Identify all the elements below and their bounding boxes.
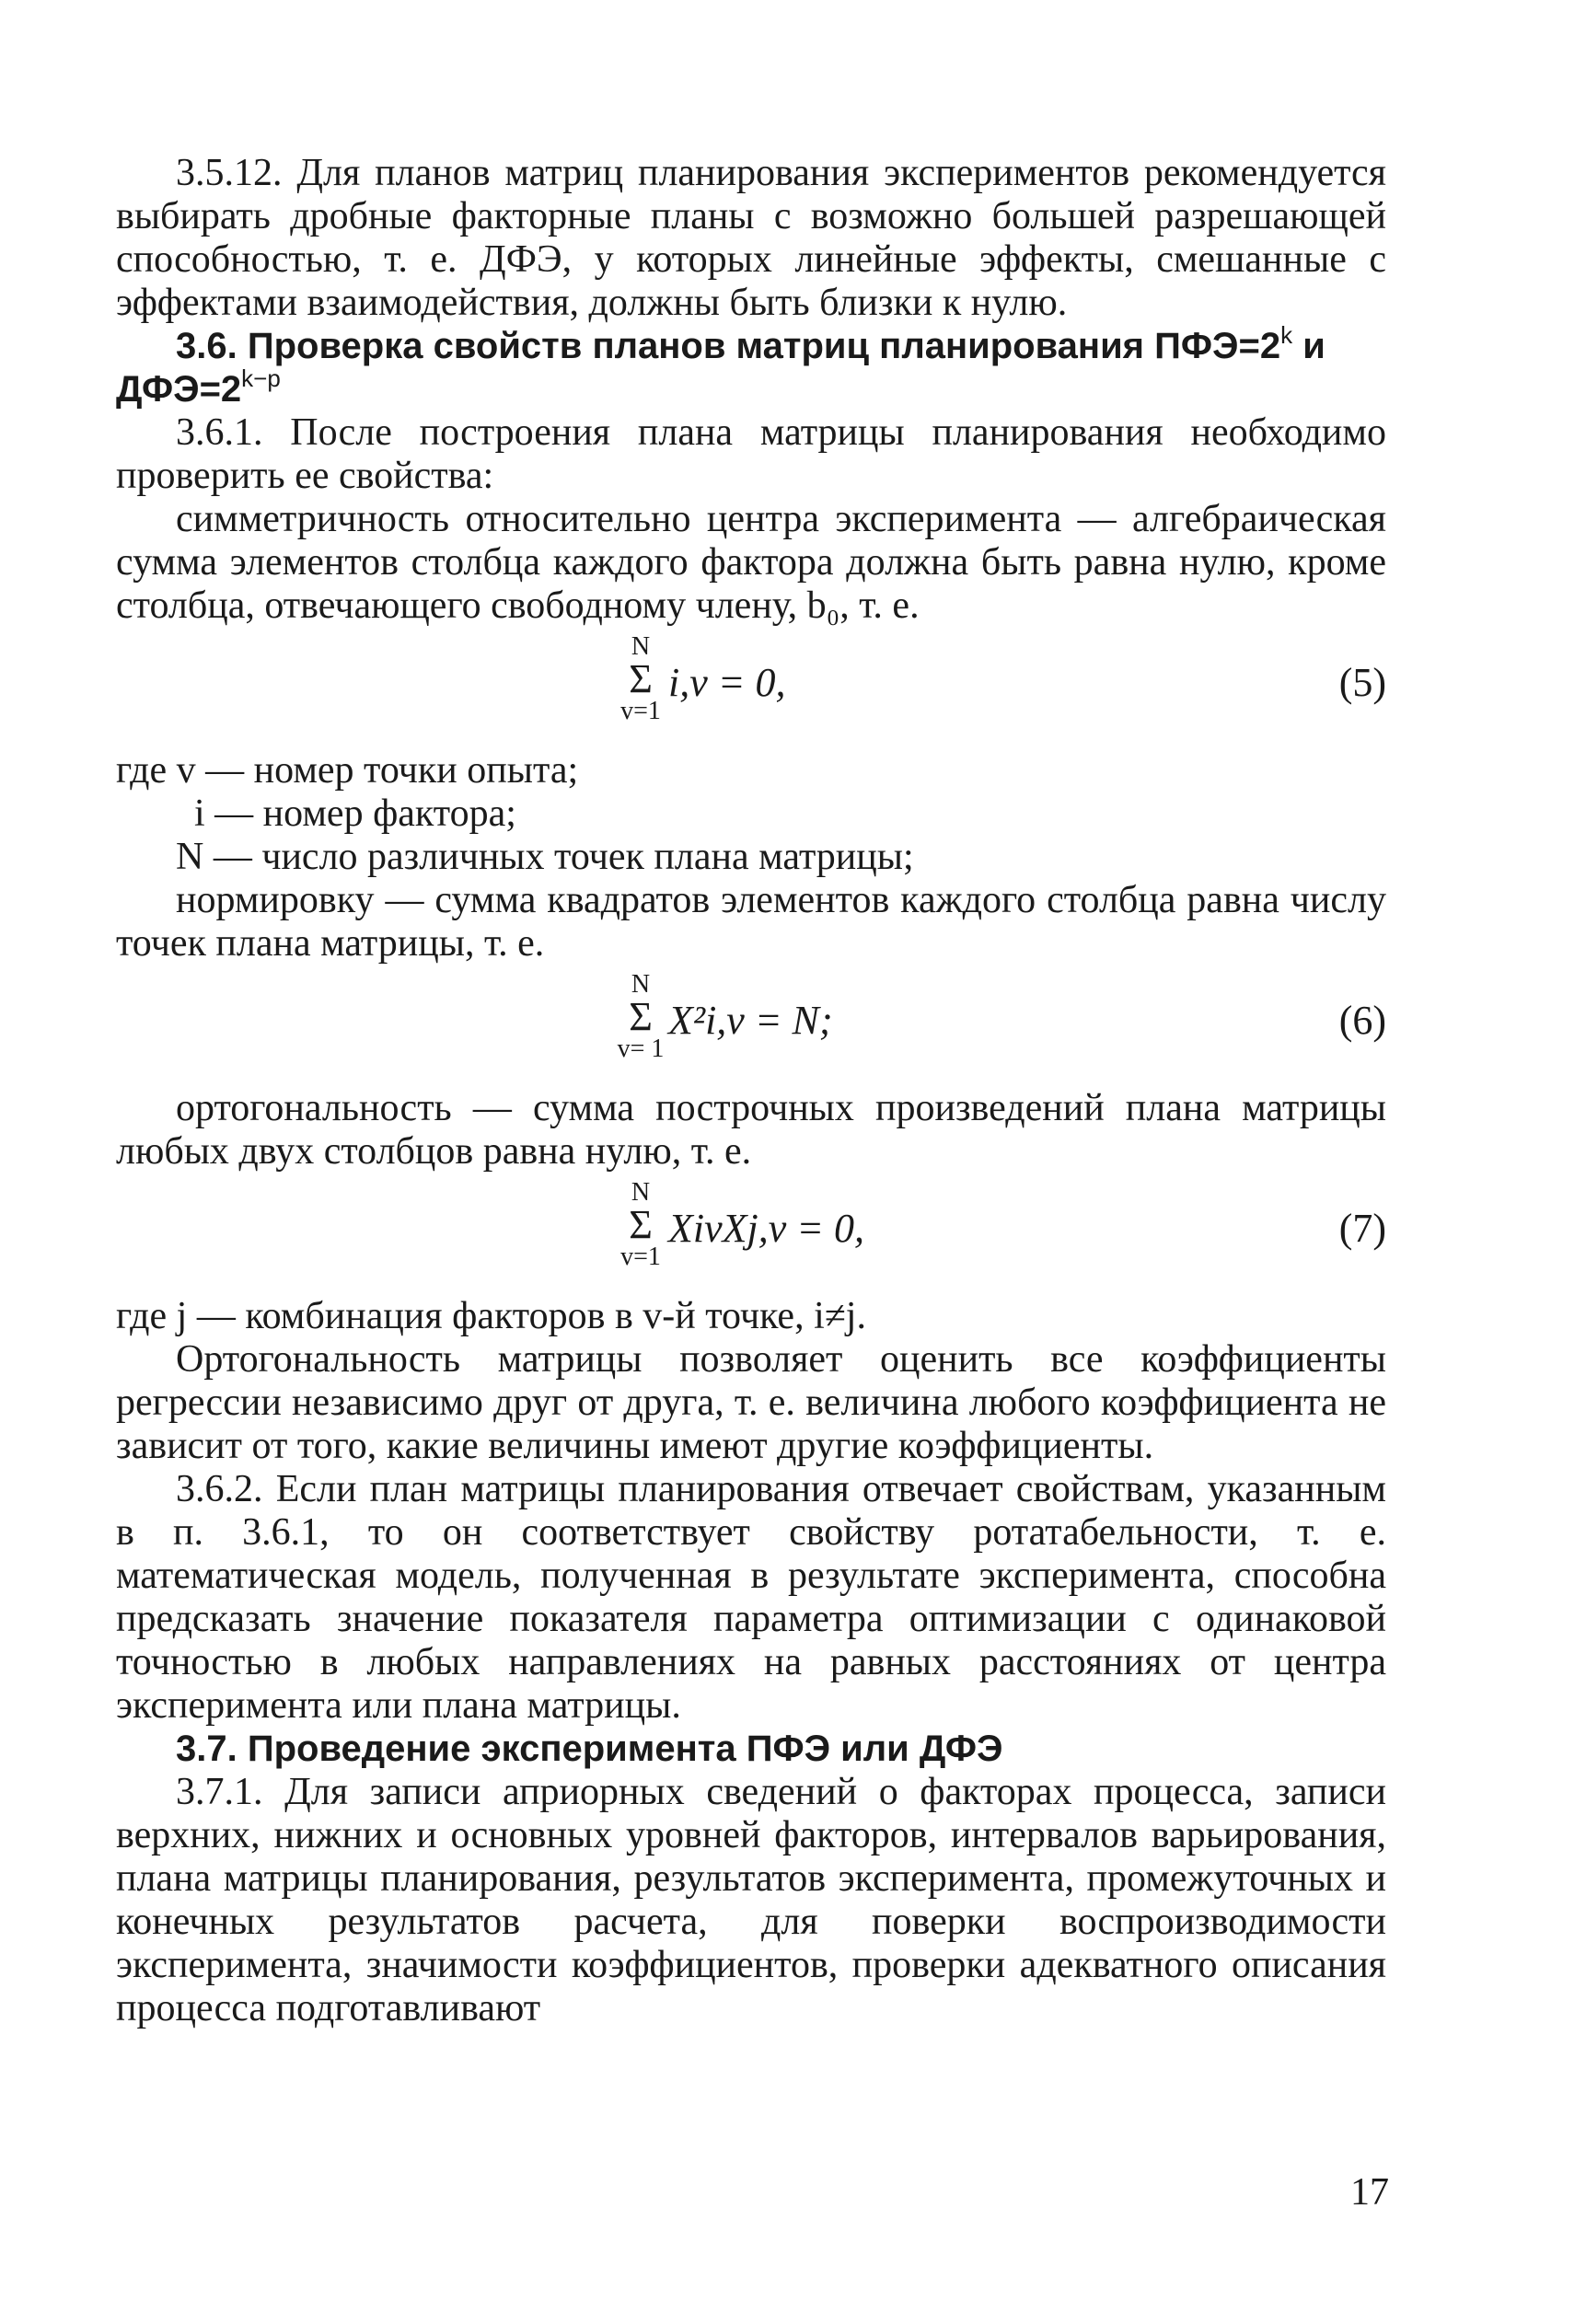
paragraph-3-6-2: 3.6.2. Если план матрицы планирования отвечает свойствам, указанным в п. 3.6.1, то он соответствует свойству ротатабельности, т. е. математическая модель, полученная в результате эксперимента, способна предсказать значение показателя параметра оптимизации с одинаковой точностью в любых направлениях на равных расстояниях от центра эксперимента или плана матрицы. xyxy=(116,1468,1386,1727)
formula-6-sum xyxy=(613,971,668,1063)
where-n: N — число различных точек плана матрицы; xyxy=(176,836,914,878)
formula-6 xyxy=(116,971,1386,1081)
where-i: i — номер фактора; xyxy=(194,792,516,835)
formula-6-sigma: Σ xyxy=(629,994,653,1039)
heading-3-6 xyxy=(116,321,1386,411)
heading-3-6-mid: и ДФЭ=2 xyxy=(116,326,1326,410)
formula-5-sum-top: N xyxy=(631,632,651,661)
formula-7-sum-bottom: v=1 xyxy=(620,1243,661,1271)
heading-3-6-sup-k: k xyxy=(1280,321,1293,349)
formula-6-sum-top: N xyxy=(631,970,651,999)
formula-7-number: (7) xyxy=(1338,1206,1386,1251)
where-j: где j — комбинация факторов в v-й точке, i≠j. xyxy=(116,1295,866,1337)
formula-7-sigma: Σ xyxy=(629,1202,653,1247)
paragraph-3-6-1: 3.6.1. После построения плана матрицы планирования необходимо проверить ее свойства: xyxy=(116,411,1386,497)
where-v: где v — номер точки опыта; xyxy=(116,749,579,792)
formula-6-number: (6) xyxy=(1338,998,1386,1043)
paragraph-symmetry: симметричность относительно центра эксперимента — алгебраическая сумма элементов столбца каждого фактора должна быть равна нулю, кроме столбца, отвечающего свободному члену, b₀, т. е. xyxy=(116,498,1386,627)
paragraph-orthogonality-2: Ортогональность матрицы позволяет оценить все коэффициенты регрессии независимо друг от друга, т. е. величина любого коэффициента не зависит от того, какие величины имеют другие коэффициенты. xyxy=(116,1338,1386,1467)
heading-3-6-text: 3.6. Проверка свойств планов матриц планирования ПФЭ=2 xyxy=(176,326,1281,366)
formula-7-sum xyxy=(613,1179,668,1271)
paragraph-orthogonality: ортогональность — сумма построчных произведений плана матрицы любых двух столбцов равна нулю, т. е. xyxy=(116,1087,1386,1173)
paragraph-3-5-12: 3.5.12. Для планов матриц планирования экспериментов рекомендуется выбирать дробные факторные планы с возможно большей разрешающей способностью, т. е. ДФЭ, у которых линейные эффекты, смешанные с эффектами взаимодействия, должны быть близки к нулю. xyxy=(116,152,1386,324)
formula-6-sum-bottom: v= 1 xyxy=(617,1035,665,1063)
heading-3-7: 3.7. Проведение эксперимента ПФЭ или ДФЭ xyxy=(176,1729,1003,1769)
formula-6-body: X²i,v = N; xyxy=(668,998,833,1043)
formula-5-number: (5) xyxy=(1338,660,1386,705)
page-body xyxy=(116,152,1386,2030)
formula-7 xyxy=(116,1179,1386,1289)
formula-5-sum xyxy=(613,633,668,725)
paragraph-3-7-1: 3.7.1. Для записи априорных сведений о факторах процесса, записи верхних, нижних и основных уровней факторов, интервалов варьирования, плана матрицы планирования, результатов эксперимента, промежуточных и конечных результатов расчета, для поверки воспроизводимости эксперимента, значимости коэффициентов, проверки адекватного описания процесса подготавливают xyxy=(116,1771,1386,2029)
page-number: 17 xyxy=(1350,2171,1389,2214)
heading-3-6-sup-kp: k−p xyxy=(241,364,281,392)
paragraph-normalization: нормировку — сумма квадратов элементов каждого столбца равна числу точек плана матрицы, т. е. xyxy=(116,879,1386,965)
formula-5-sum-bottom: v=1 xyxy=(620,697,661,725)
formula-5-body: i,v = 0, xyxy=(668,660,786,705)
formula-7-sum-top: N xyxy=(631,1178,651,1207)
formula-5 xyxy=(116,633,1386,744)
formula-7-body: XivXj,v = 0, xyxy=(668,1206,864,1251)
formula-5-sigma: Σ xyxy=(629,656,653,701)
